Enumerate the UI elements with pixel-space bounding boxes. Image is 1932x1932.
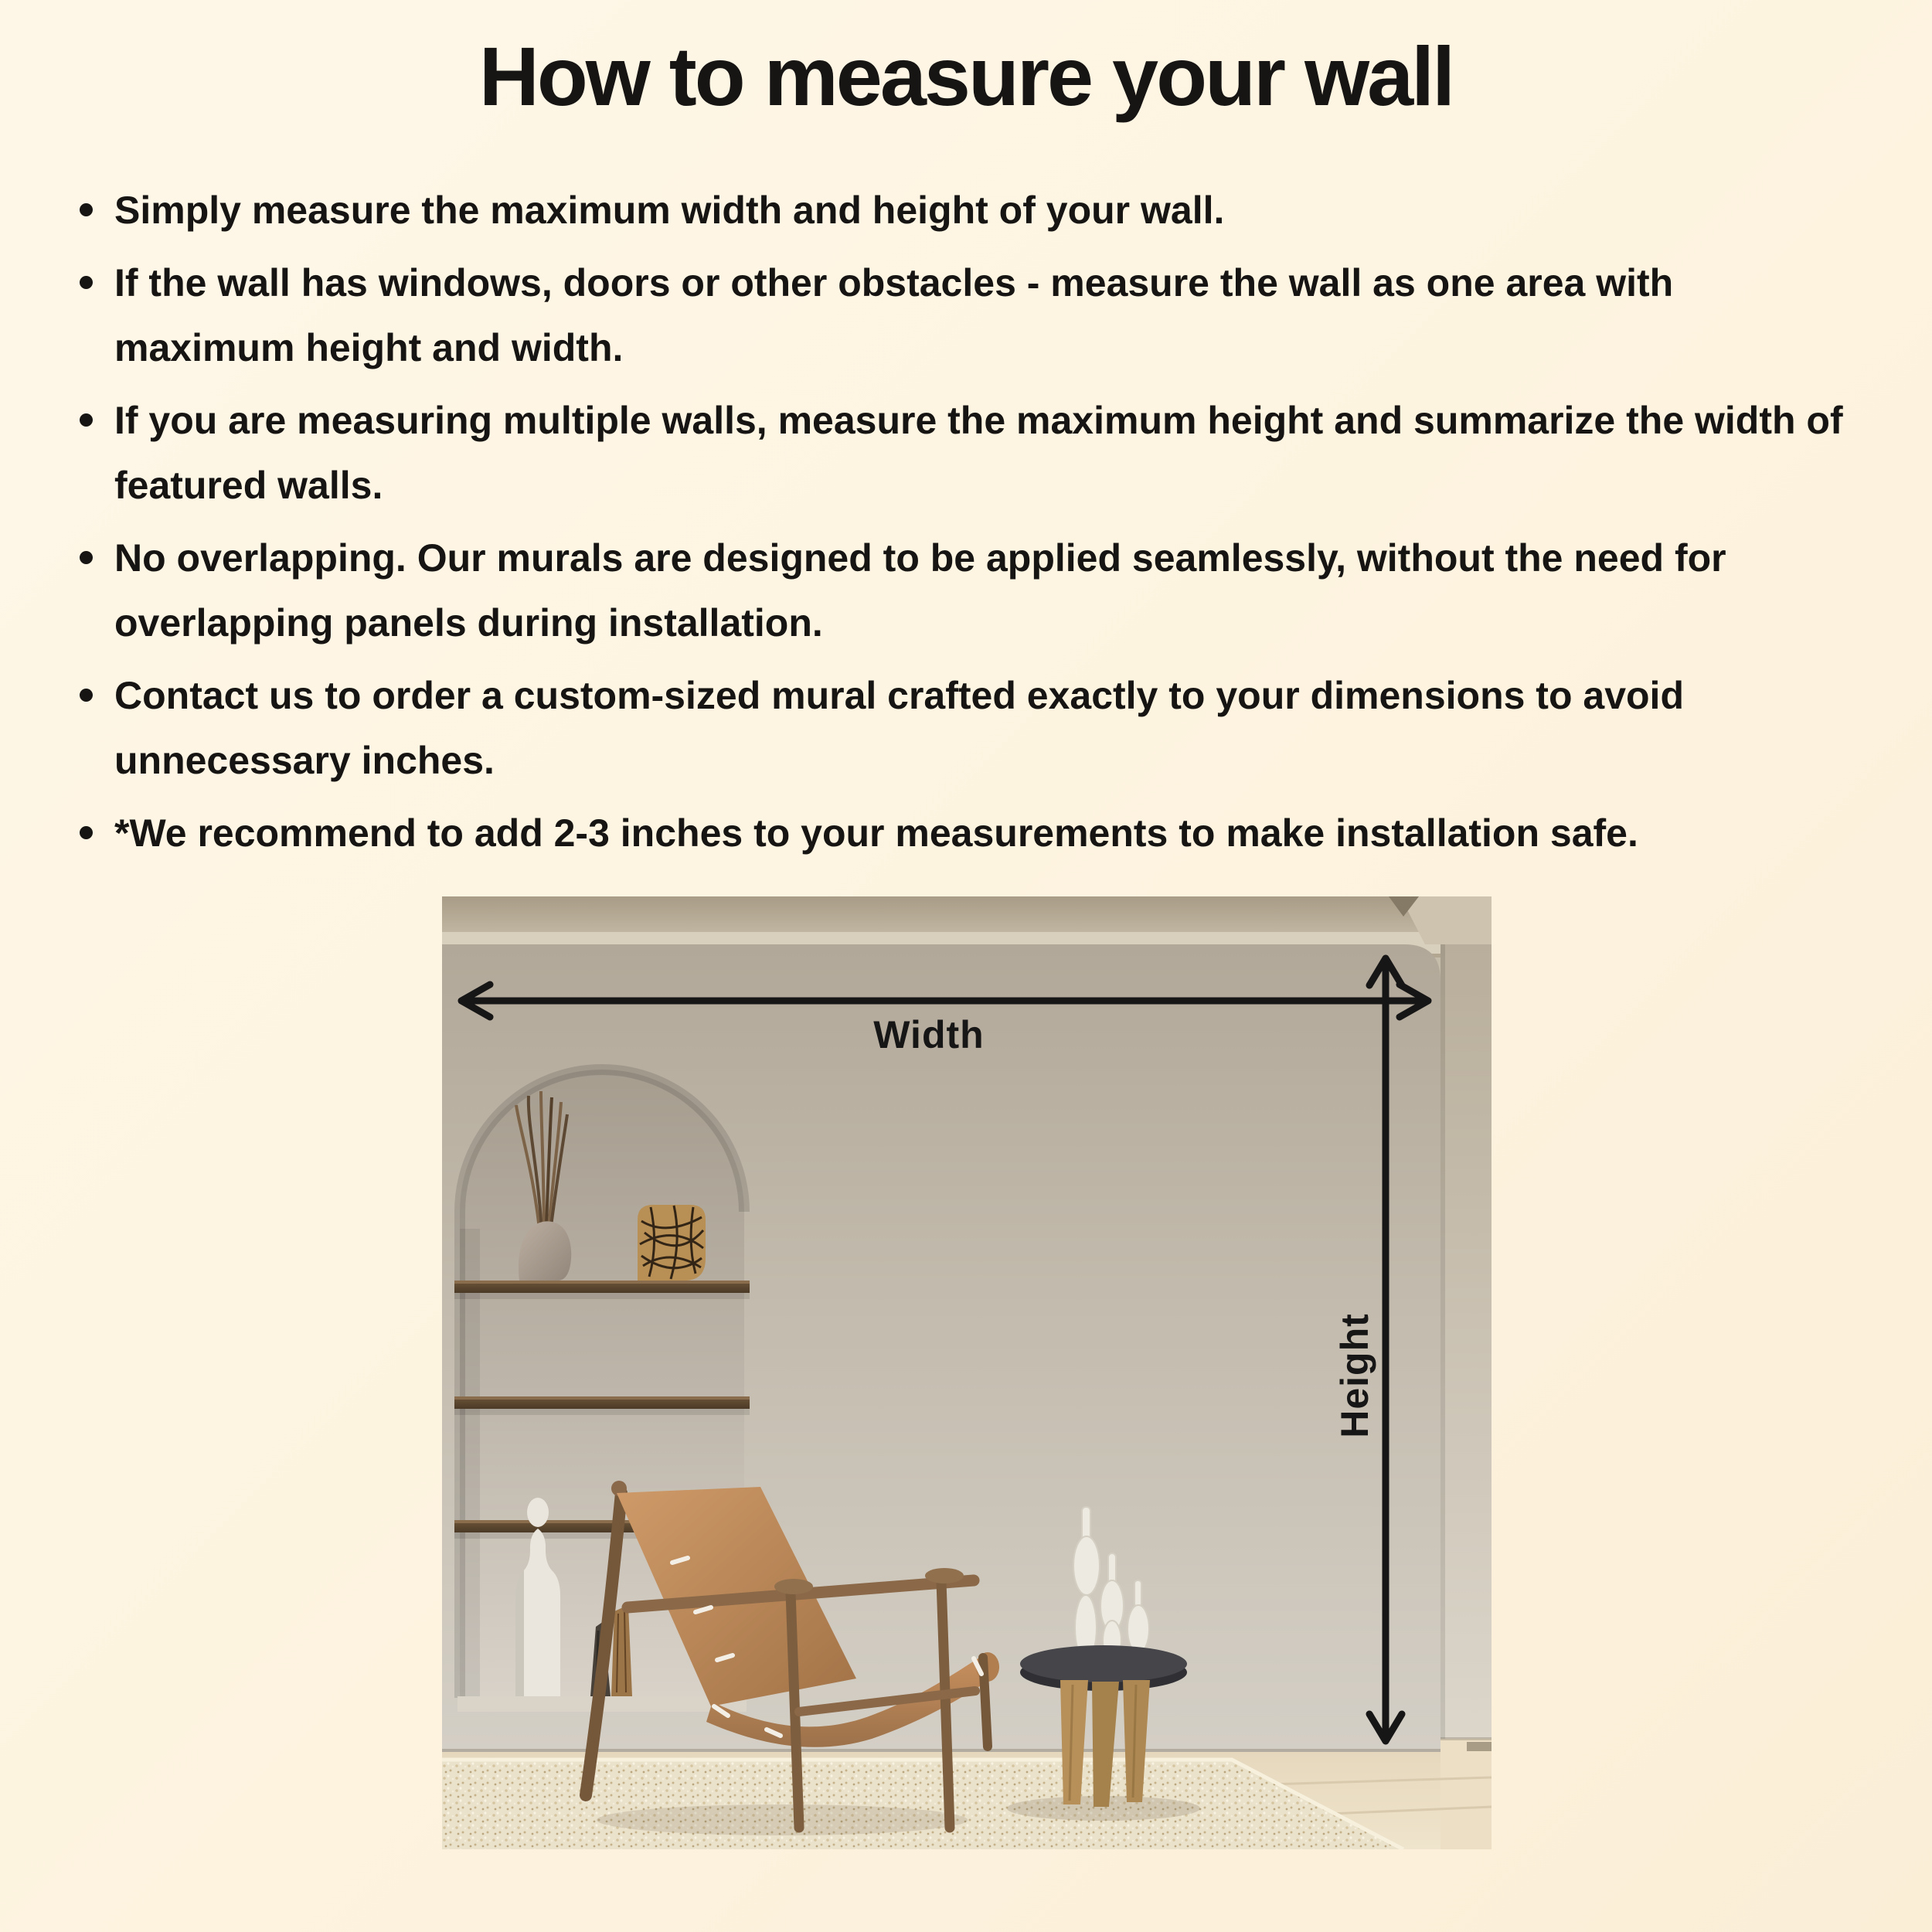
shelf [454, 1396, 750, 1415]
instructions-list [80, 178, 1849, 873]
width-label: Width [873, 1013, 985, 1056]
list-item: *We recommend to add 2-3 inches to your measurements to make installation safe. [80, 801, 1849, 866]
height-label: Height [1333, 1313, 1376, 1438]
room-photo [442, 896, 1492, 1849]
list-item: If the wall has windows, doors or other obstacles - measure the wall as one area with maximum height and width. [80, 250, 1849, 380]
list-item: Simply measure the maximum width and height of your wall. [80, 178, 1849, 243]
basket-vase [638, 1205, 706, 1281]
list-item: Contact us to order a custom-sized mural crafted exactly to your dimensions to avoid unnecessary inches. [80, 663, 1849, 793]
list-item: No overlapping. Our murals are designed to be applied seamlessly, without the need for overlapping panels during installation. [80, 526, 1849, 655]
shelf [454, 1281, 750, 1299]
list-item: If you are measuring multiple walls, measure the maximum height and summarize the width of featured walls. [80, 388, 1849, 518]
page-title: How to measure your wall [478, 29, 1454, 123]
